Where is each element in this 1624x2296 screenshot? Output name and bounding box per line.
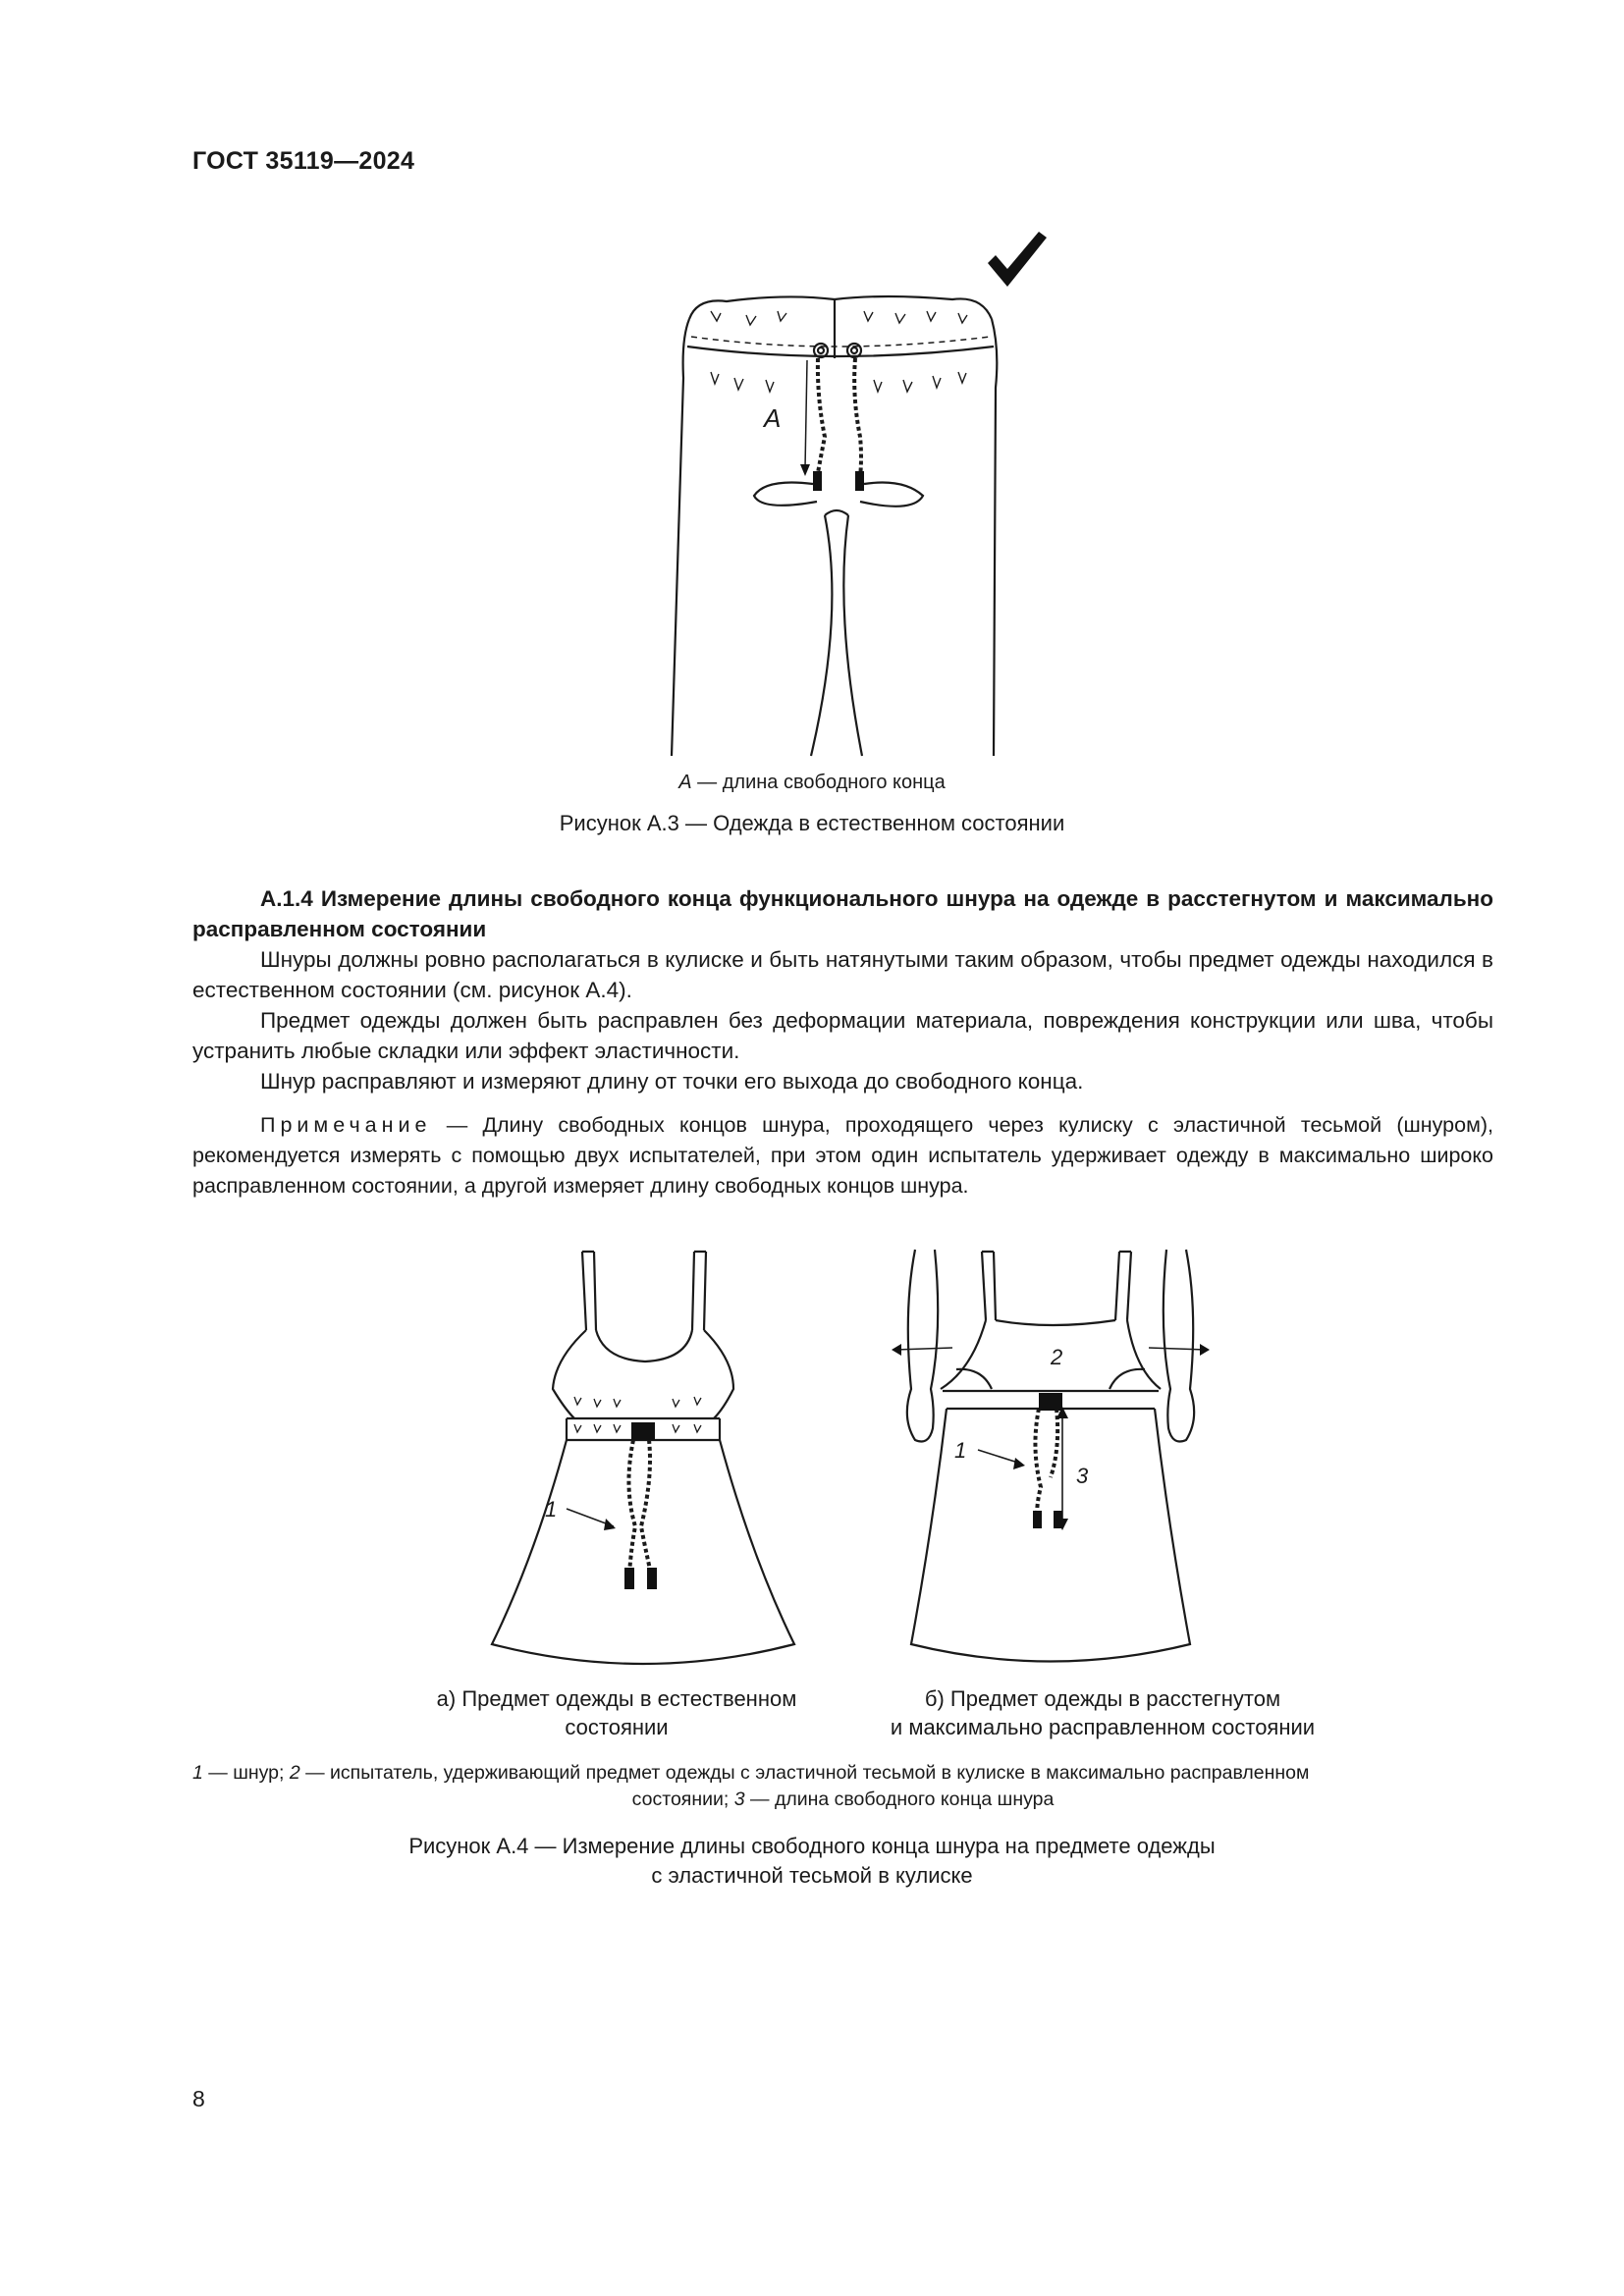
figure-a4b-label-1: 1	[954, 1438, 967, 1463]
figure-a4-caption	[0, 1832, 1624, 1891]
legend-number-1: 1	[192, 1762, 203, 1784]
figure-a4-caption-line1: Рисунок А.4 — Измерение длины свободного конца шнура на предмете одежды	[408, 1834, 1216, 1858]
legend-text-2b: состоянии;	[631, 1789, 734, 1810]
page-number: 8	[192, 2086, 205, 2111]
figure-a4b-label-2: 2	[1051, 1345, 1063, 1369]
figure-a3-legend	[0, 772, 1624, 794]
note-paragraph	[192, 1110, 1493, 1201]
note-text: — Длину свободных концов шнура, проходящего через кулиску с эластичной тесьмой (шнуром), рекомендуется измерять с помощью двух испытателей, при этом один испытатель удерживает одежду в максимально широко расправленном состоянии, а другой измеряет длину свободных концов шнура.	[192, 1113, 1493, 1198]
figure-a4b-label-3: 3	[1076, 1464, 1089, 1488]
paragraph-2: Предмет одежды должен быть расправлен без деформации материала, повреждения конструкции или шва, чтобы устранить любые складки или эффект эластичности.	[192, 1008, 1493, 1063]
section-heading: А.1.4 Измерение длины свободного конца функционального шнура на одежде в расстегнутом и максимально расправленном состоянии	[192, 886, 1493, 941]
section-a14	[192, 883, 1493, 1201]
figure-a4b-subcaption-line2: и максимально расправленном состоянии	[890, 1715, 1316, 1739]
figure-a4a-dress	[476, 1232, 810, 1674]
note-label: Примечание	[260, 1113, 432, 1137]
figure-a4a-subcaption-line1: а) Предмет одежды в естественном	[436, 1686, 797, 1711]
figure-a3-trousers	[628, 221, 1090, 771]
figure-a4a-subcaption	[391, 1684, 842, 1741]
figure-a4a-subcaption-line2: состоянии	[565, 1715, 669, 1739]
figure-a4b-subcaption	[842, 1684, 1363, 1741]
figure-a4b-subcaption-line1: б) Предмет одежды в расстегнутом	[924, 1686, 1281, 1711]
legend-text-1: — шнур;	[202, 1762, 290, 1784]
figure-a3-legend-letter: A	[678, 772, 692, 793]
legend-number-2: 2	[289, 1762, 300, 1784]
figure-a4a-label-1: 1	[545, 1497, 558, 1522]
figure-a4-legend	[192, 1760, 1493, 1813]
figure-a3-legend-text: — длина свободного конца	[691, 772, 946, 793]
legend-line-2	[192, 1787, 1493, 1813]
legend-text-3: — длина свободного конца шнура	[744, 1789, 1055, 1810]
paragraph-1: Шнуры должны ровно располагаться в кулиске и быть натянутыми таким образом, чтобы предмет одежды находился в естественном состоянии (см. рисунок А.4).	[192, 947, 1493, 1002]
page-header: ГОСТ 35119—2024	[192, 147, 415, 175]
figure-a3-caption: Рисунок А.3 — Одежда в естественном состоянии	[559, 811, 1065, 835]
paragraph-3: Шнур расправляют и измеряют длину от точки его выхода до свободного конца.	[260, 1069, 1084, 1094]
legend-text-2: — испытатель, удерживающий предмет одежды с эластичной тесьмой в кулиске в максимально расправленном	[299, 1762, 1310, 1784]
figure-a4-caption-line2: с эластичной тесьмой в кулиске	[651, 1863, 973, 1888]
figure-a3-label-a: A	[764, 403, 782, 433]
legend-number-3: 3	[733, 1789, 745, 1810]
figure-a4b-dress	[884, 1232, 1218, 1674]
